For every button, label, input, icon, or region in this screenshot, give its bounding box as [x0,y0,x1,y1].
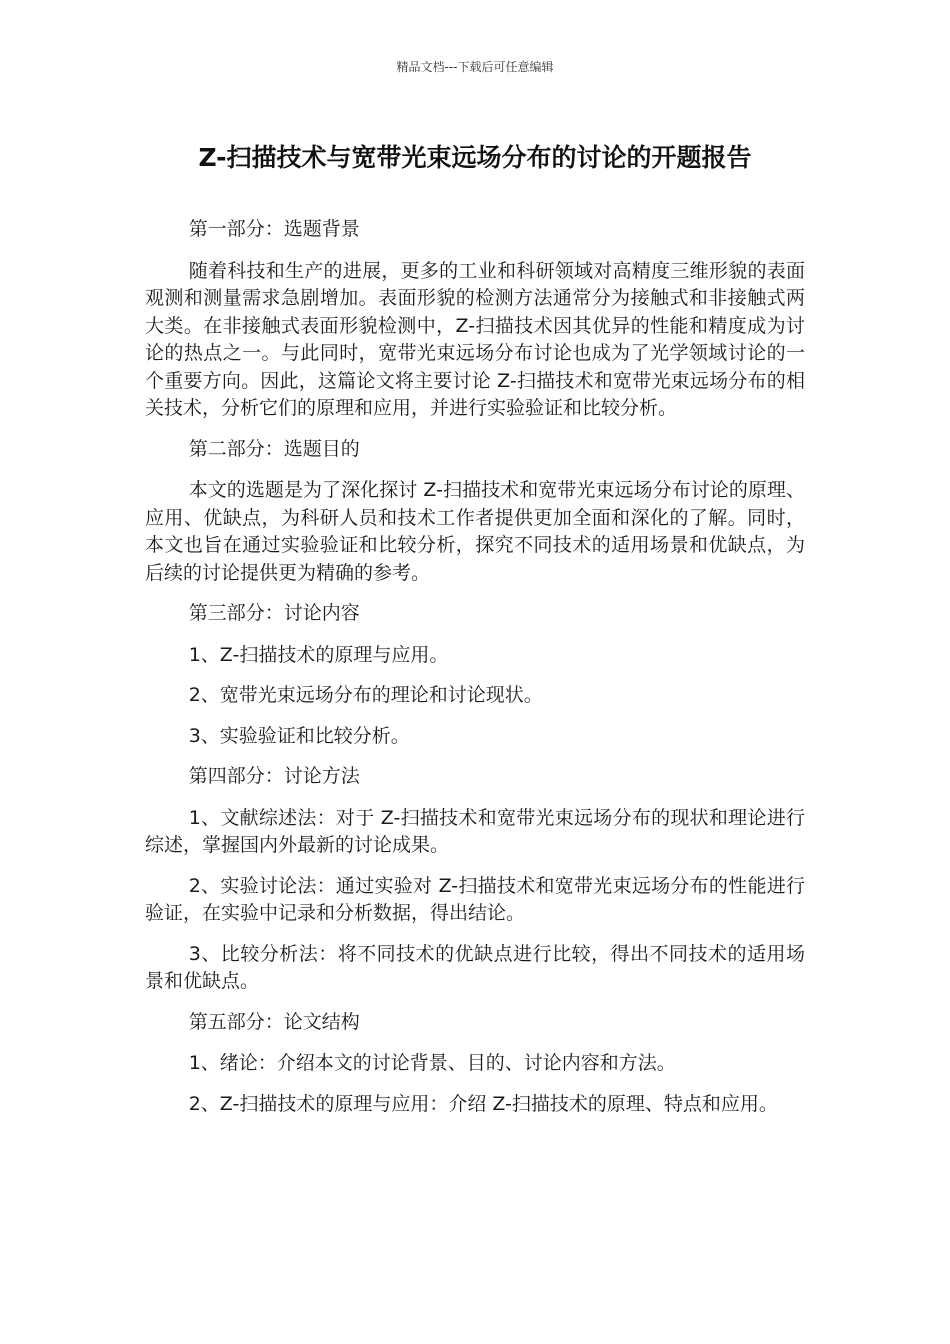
structure-item-2: 2、Z-扫描技术的原理与应用：介绍 Z-扫描技术的原理、特点和应用。 [188,1092,778,1115]
content-item-2: 2、宽带光束远场分布的理论和讨论现状。 [188,684,543,706]
section-heading-purpose: 第二部分：选题目的 [188,437,360,460]
structure-item-1: 1、绪论：介绍本文的讨论背景、目的、讨论内容和方法。 [188,1052,676,1074]
document-title: Z-扫描技术与宽带光束远场分布的讨论的开题报告 [198,143,752,172]
content-item-3: 3、实验验证和比较分析。 [188,724,410,747]
header-note: 精品文档---下载后可任意编辑 [396,60,554,74]
content-item-1: 1、Z-扫描技术的原理与应用。 [188,643,449,666]
paragraph-purpose: 本文的选题是为了深化探讨 Z-扫描技术和宽带光束远场分布讨论的原理、应用、优缺点，为科研人员和技术工作者提供更加全面和深化的了解。同时，本文也旨在通过实验验证和比较分析，探究不同技术的适用场景和优缺点，为后续的讨论提供更为精确的参考。 [145,479,805,584]
method-item-1: 1、文献综述法：对于 Z-扫描技术和宽带光束远场分布的现状和理论进行综述，掌握国内外最新的讨论成果。 [145,806,805,856]
method-item-2: 2、实验讨论法：通过实验对 Z-扫描技术和宽带光束远场分布的性能进行验证，在实验中记录和分析数据，得出结论。 [145,874,805,924]
paragraph-background: 随着科技和生产的进展，更多的工业和科研领域对高精度三维形貌的表面观测和测量需求急剧增加。表面形貌的检测方法通常分为接触式和非接触式两大类。在非接触式表面形貌检测中，Z-扫描技术因其优异的性能和精度成为讨论的热点之一。与此同时，宽带光束远场分布讨论也成为了光学领域讨论的一个重要方向。因此，这篇论文将主要讨论 Z-扫描技术和宽带光束远场分布的相关技术，分析它们的原理和应用，并进行实验验证和比较分析。 [145,259,805,419]
section-heading-methods: 第四部分：讨论方法 [188,765,360,787]
method-item-3: 3、比较分析法：将不同技术的优缺点进行比较，得出不同技术的适用场景和优缺点。 [145,942,805,992]
section-heading-background: 第一部分：选题背景 [188,218,360,240]
section-heading-structure: 第五部分：论文结构 [188,1010,360,1033]
section-heading-content: 第三部分：讨论内容 [188,602,360,624]
document-body [145,216,805,1131]
